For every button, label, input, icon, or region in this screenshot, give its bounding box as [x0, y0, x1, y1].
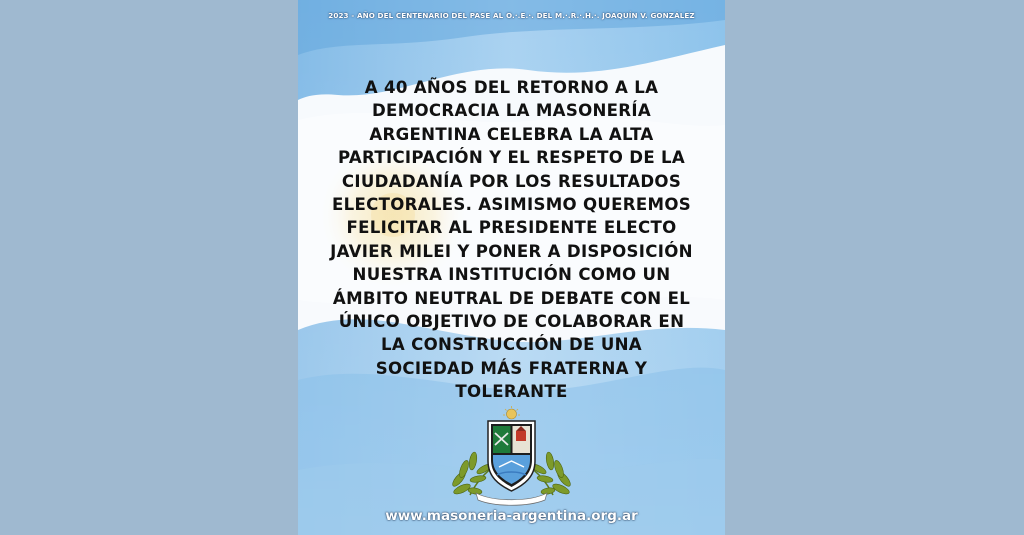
header-text: 2023 - AÑO DEL CENTENARIO DEL PASE AL O.·.E.·. DEL M.·.R.·.H.·. JOAQUÍN V. GONZÁLEZ: [328, 10, 695, 20]
website-url: www.masoneria-argentina.org.ar: [385, 508, 638, 524]
header-banner: [298, 0, 725, 30]
masonic-shield-emblem-icon: [448, 405, 575, 507]
shield-icon: [488, 421, 535, 491]
ribbon-icon: [476, 493, 547, 505]
announcement-message: A 40 AÑOS DEL RETORNO A LA DEMOCRACIA LA MASONERÍA ARGENTINA CELEBRA LA ALTA PARTICIPACIÓN Y EL RESPETO DE LA CIUDADANÍA POR LOS RESULTADOS ELECTORALES. ASIMISMO QUEREMOS FELICITAR AL PRESIDENTE ELECTO JAVIER MILEI Y PONER A DISPOSICIÓN NUESTRA INSTITUCIÓN COMO UN ÁMBITO NEUTRAL DE DEBATE CON EL ÚNICO OBJETIVO DE COLABORAR EN LA CONSTRUCCIÓN DE UNA SOCIEDAD MÁS FRATERNA Y TOLERANTE: [330, 78, 693, 402]
announcement-card: [298, 0, 725, 535]
sun-icon: [503, 406, 520, 419]
